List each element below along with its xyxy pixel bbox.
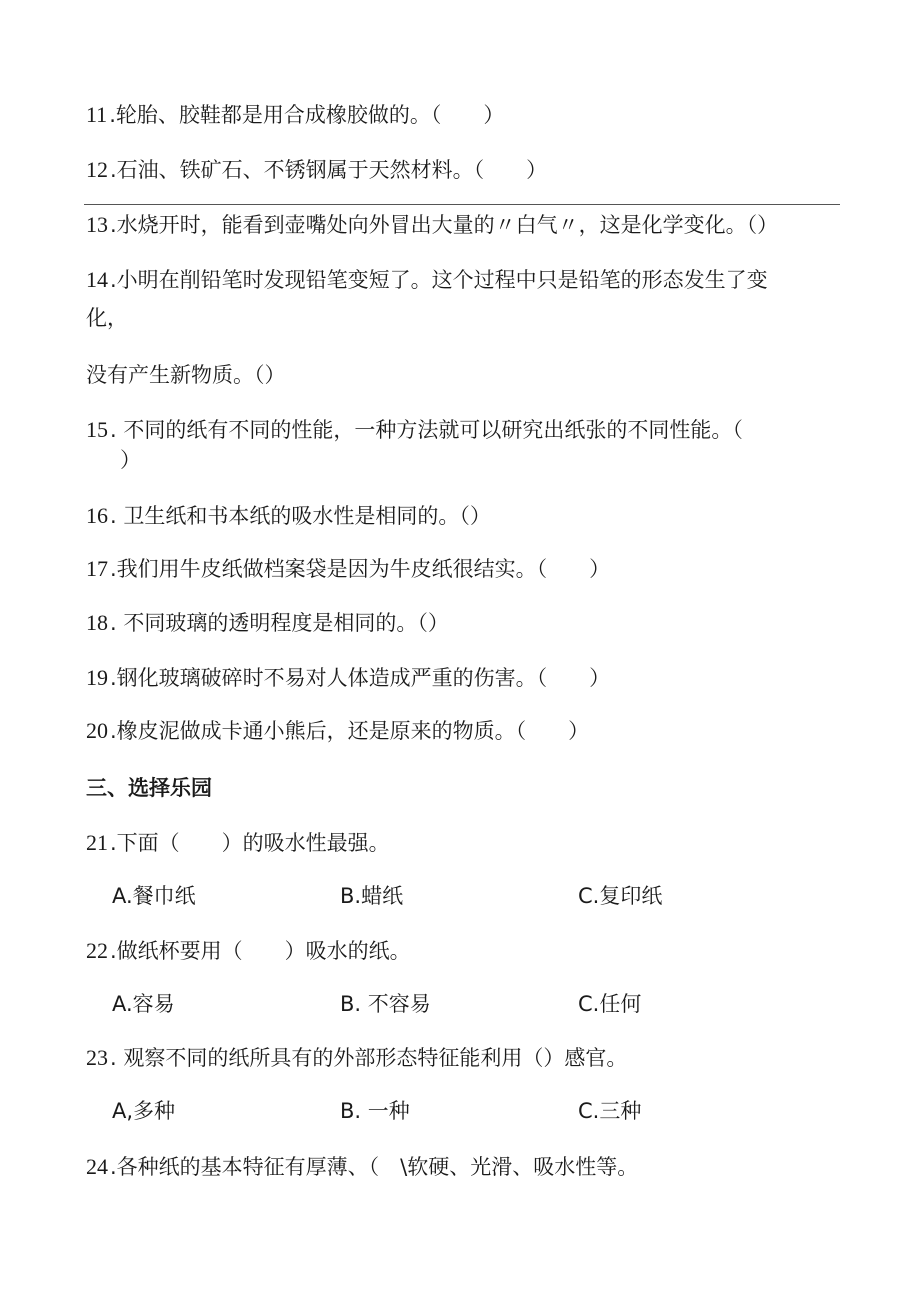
question-20 xyxy=(86,718,589,744)
option-c: C.任何 xyxy=(578,992,642,1016)
option-a: A,多种 xyxy=(112,1099,176,1123)
question-15 xyxy=(86,417,743,443)
question-23 xyxy=(86,1045,627,1071)
question-text: .橡皮泥做成卡通小熊后，还是原来的物质。（ ） xyxy=(110,719,590,743)
question-11 xyxy=(86,102,504,128)
question-22 xyxy=(86,938,411,964)
question-text: .各种纸的基本特征有厚薄、（ \软硬、光滑、吸水性等。 xyxy=(110,1155,639,1179)
question-number: 11 xyxy=(86,102,108,127)
question-14-continuation-2: 没有产生新物质。（） xyxy=(86,363,286,387)
question-number: 24 xyxy=(86,1154,108,1179)
question-text: . 不同的纸有不同的性能，一种方法就可以研究出纸张的不同性能。（ xyxy=(110,418,743,442)
question-number: 14 xyxy=(86,267,108,292)
question-text: .石油、铁矿石、不锈钢属于天然材料。（ ） xyxy=(110,158,548,182)
question-13 xyxy=(86,212,778,238)
option-b: B.蜡纸 xyxy=(340,884,404,908)
question-19 xyxy=(86,665,610,691)
question-number: 15 xyxy=(86,417,108,442)
question-14 xyxy=(86,267,768,293)
question-17 xyxy=(86,556,610,582)
question-text: .做纸杯要用（ ）吸水的纸。 xyxy=(110,939,411,963)
question-number: 18 xyxy=(86,610,108,635)
question-15-continuation: ） xyxy=(120,448,141,472)
divider-line xyxy=(84,204,840,205)
question-number: 16 xyxy=(86,503,108,528)
question-text: .我们用牛皮纸做档案袋是因为牛皮纸很结实。（ ） xyxy=(110,557,611,581)
question-number: 19 xyxy=(86,665,108,690)
question-text: . 不同玻璃的透明程度是相同的。（） xyxy=(110,611,449,635)
question-12 xyxy=(86,157,547,183)
question-16 xyxy=(86,503,491,529)
section-heading: 三、选择乐园 xyxy=(86,776,212,800)
question-text: .小明在削铅笔时发现铅笔变短了。这个过程中只是铅笔的形态发生了变 xyxy=(110,268,768,292)
option-a: A.餐巾纸 xyxy=(112,884,196,908)
question-number: 17 xyxy=(86,556,108,581)
question-number: 12 xyxy=(86,157,108,182)
question-21 xyxy=(86,830,390,856)
option-b: B. 一种 xyxy=(340,1099,410,1123)
question-number: 20 xyxy=(86,718,108,743)
option-c: C.三种 xyxy=(578,1099,642,1123)
question-18 xyxy=(86,610,449,636)
question-24 xyxy=(86,1154,638,1180)
question-14-continuation: 化， xyxy=(86,306,128,330)
question-number: 23 xyxy=(86,1045,108,1070)
option-c: C.复印纸 xyxy=(578,884,663,908)
question-text: . 卫生纸和书本纸的吸水性是相同的。（） xyxy=(110,504,491,528)
question-text: .水烧开时，能看到壶嘴处向外冒出大量的〃白气〃，这是化学变化。（） xyxy=(110,213,779,237)
question-number: 21 xyxy=(86,830,108,855)
question-text: .下面（ ）的吸水性最强。 xyxy=(110,831,390,855)
option-b: B. 不容易 xyxy=(340,992,431,1016)
question-number: 13 xyxy=(86,212,108,237)
question-text: .轮胎、胶鞋都是用合成橡胶做的。（ ） xyxy=(109,103,505,127)
option-a: A.容易 xyxy=(112,992,175,1016)
question-text: . 观察不同的纸所具有的外部形态特征能利用（）感官。 xyxy=(110,1046,628,1070)
question-text: .钢化玻璃破碎时不易对人体造成严重的伤害。（ ） xyxy=(110,666,611,690)
question-number: 22 xyxy=(86,938,108,963)
